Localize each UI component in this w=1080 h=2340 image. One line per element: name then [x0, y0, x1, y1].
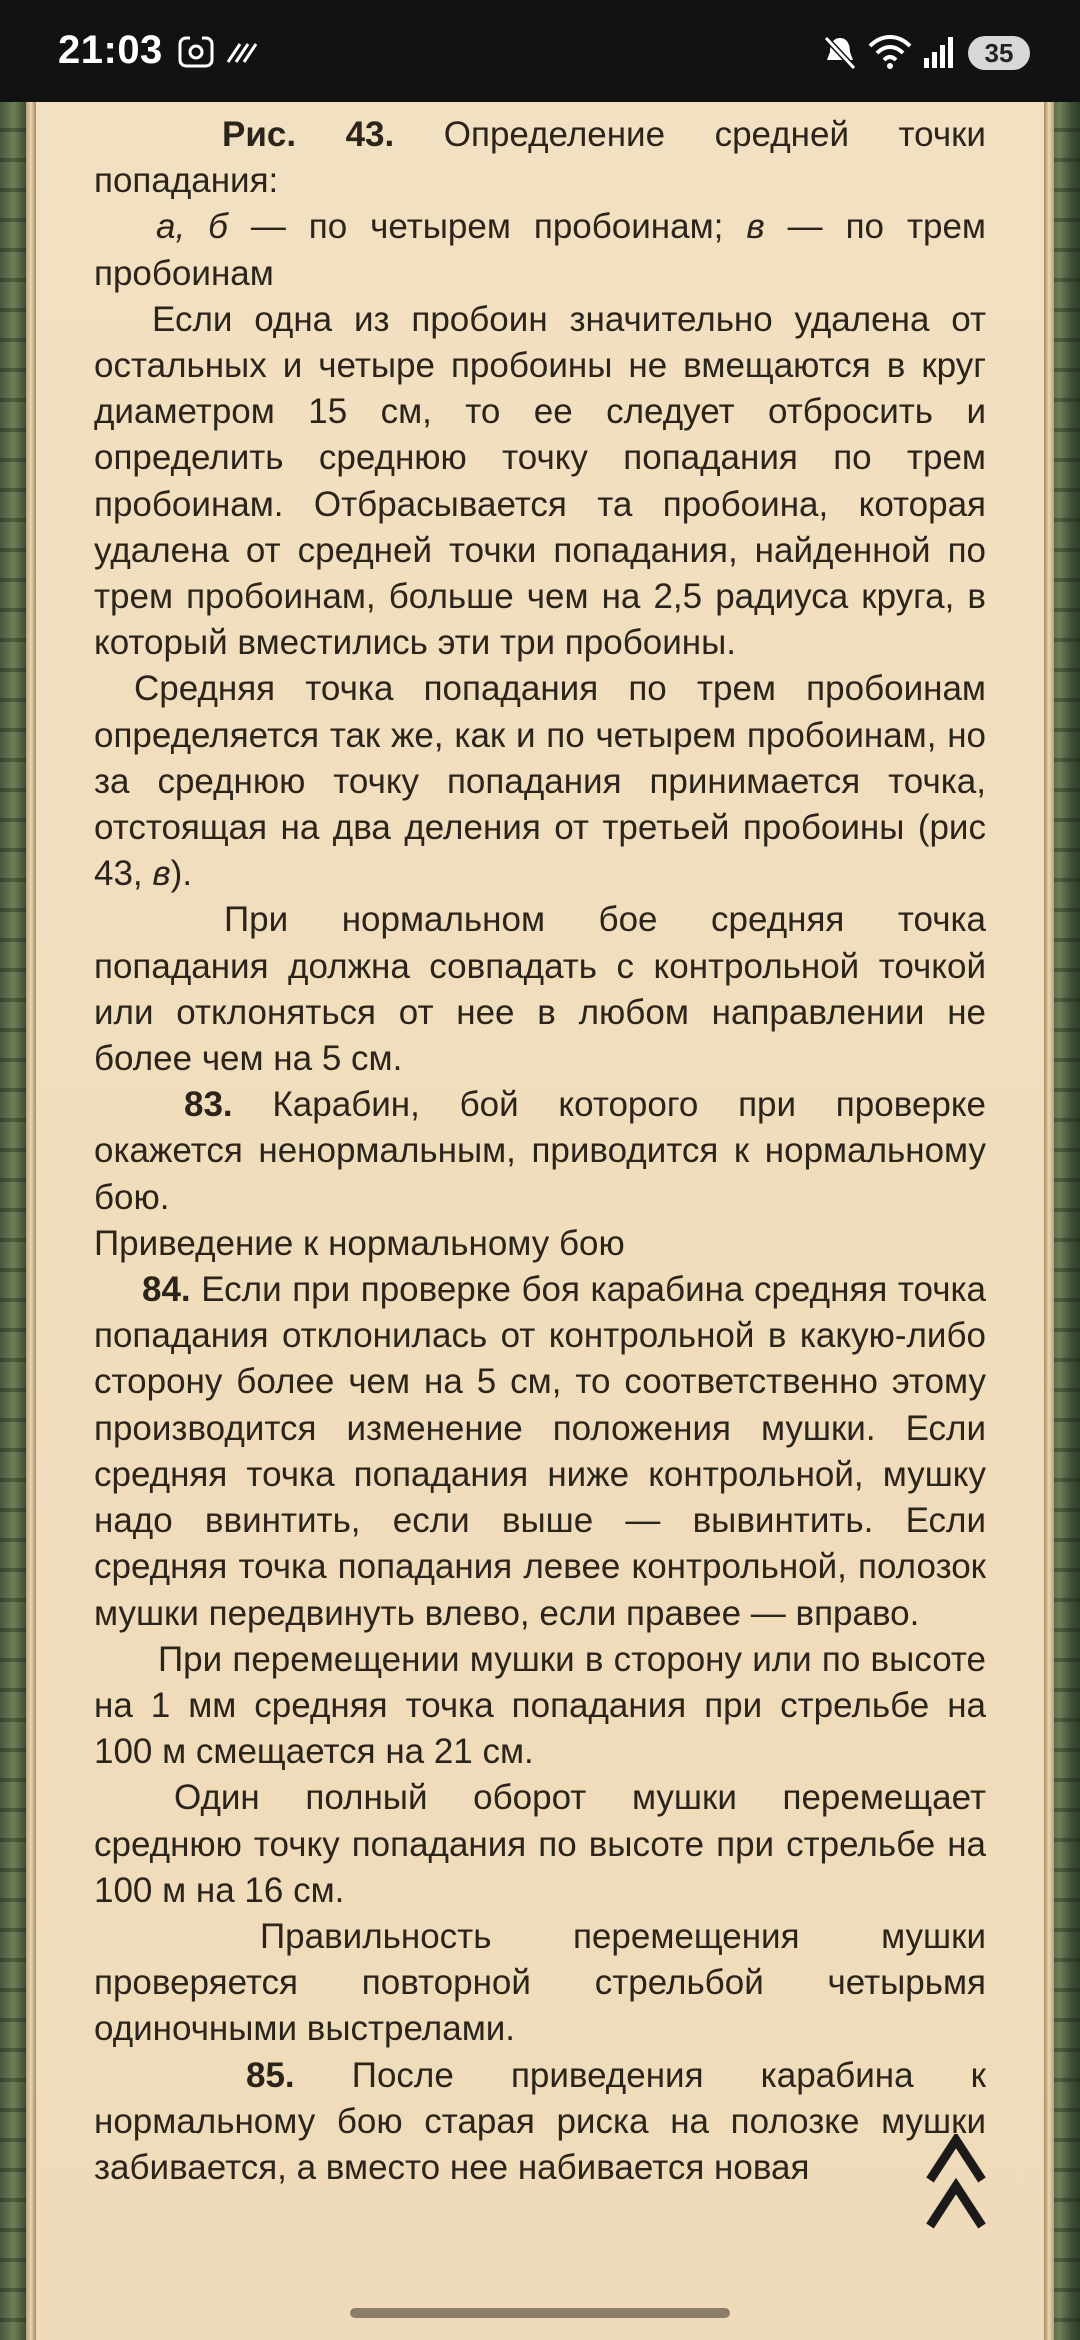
paragraph: Если одна из пробоин значительно удалена от остальных и четыре пробоины не вмещаются в круг диаметром 15 см, то ее следует отбросить и определить среднюю точку попадания по трем пробоинам. Отбрасывается та пробоина, которая удалена от средней точки попадания, найденной по трем пробоинам, больше чем на 2,5 радиуса круга, в который вместились эти три пробоины.	[94, 299, 986, 663]
status-time: 21:03	[58, 28, 163, 72]
section-number: 83.	[184, 1085, 233, 1125]
paragraph: При перемещении мушки в сторону или по высоте на 1 мм средняя точка попадания при стрельбе на 100 м смещается на 21 см.	[94, 1639, 986, 1772]
mute-icon	[820, 32, 860, 72]
paragraph-84: 84. Если при проверке боя карабина средняя точка попадания отклонилась от контрольной в какую-либо сторону более чем на 5 см, то соответственно этому производится изменение положения мушки. Если средняя точка попадания ниже контрольной, мушку надо ввинтить, если выше — вывинтить. Если средняя точка попадания левее контрольной, полозок мушки передвинуть влево, если правее — вправо.	[94, 1270, 986, 1633]
section-number: 84.	[142, 1270, 191, 1310]
nfc-icon	[226, 40, 260, 66]
signal-icon	[920, 32, 960, 72]
status-bar	[0, 0, 1080, 102]
scroll-up-icon[interactable]	[924, 2134, 988, 2234]
figure-number: Рис. 43.	[222, 115, 395, 154]
section-heading: Приведение к нормальному бою	[94, 1223, 625, 1263]
paragraph: При нормальном бое средняя точка попадания должна совпадать с контрольной точкой или отклоняться от нее в любом направлении не более чем на 5 см.	[94, 900, 986, 1079]
paragraph-85: 85. После приведения карабина к нормальному бою старая риска на полозке мушки забивается, а вместо нее набивается новая	[94, 2055, 986, 2187]
paragraph: Правильность перемещения мушки проверяется повторной стрельбой четырьмя одиночными выстрелами.	[94, 1916, 986, 2049]
paragraph: Средняя точка попадания по трем пробоинам определяется так же, как и по четырем пробоинам, но за среднюю точку попадания принимается точка, отстоящая на два деления от третьей пробоины (рис 43, в).	[94, 669, 986, 894]
navigation-handle[interactable]	[350, 2308, 730, 2318]
paragraph: Один полный оборот мушки перемещает среднюю точку попадания по высоте при стрельбе на 100 м на 16 см.	[94, 1778, 986, 1910]
paragraph-83: 83. Карабин, бой которого при проверке окажется ненормальным, приводится к нормальному бою.	[94, 1085, 986, 1217]
wifi-icon	[866, 32, 914, 72]
page-frame-left	[26, 102, 36, 2340]
figure-caption: Рис. 43. Определение средней точки попадания:	[94, 115, 986, 201]
reader-text[interactable]	[94, 112, 986, 2191]
screenshot-icon	[176, 32, 216, 72]
figure-subcaption: а, б — по четырем пробоинам; в — по трем пробоинам	[94, 207, 986, 293]
battery-indicator: 35	[968, 36, 1030, 70]
section-number: 85.	[246, 2055, 295, 2095]
page-frame-right	[1044, 102, 1054, 2340]
